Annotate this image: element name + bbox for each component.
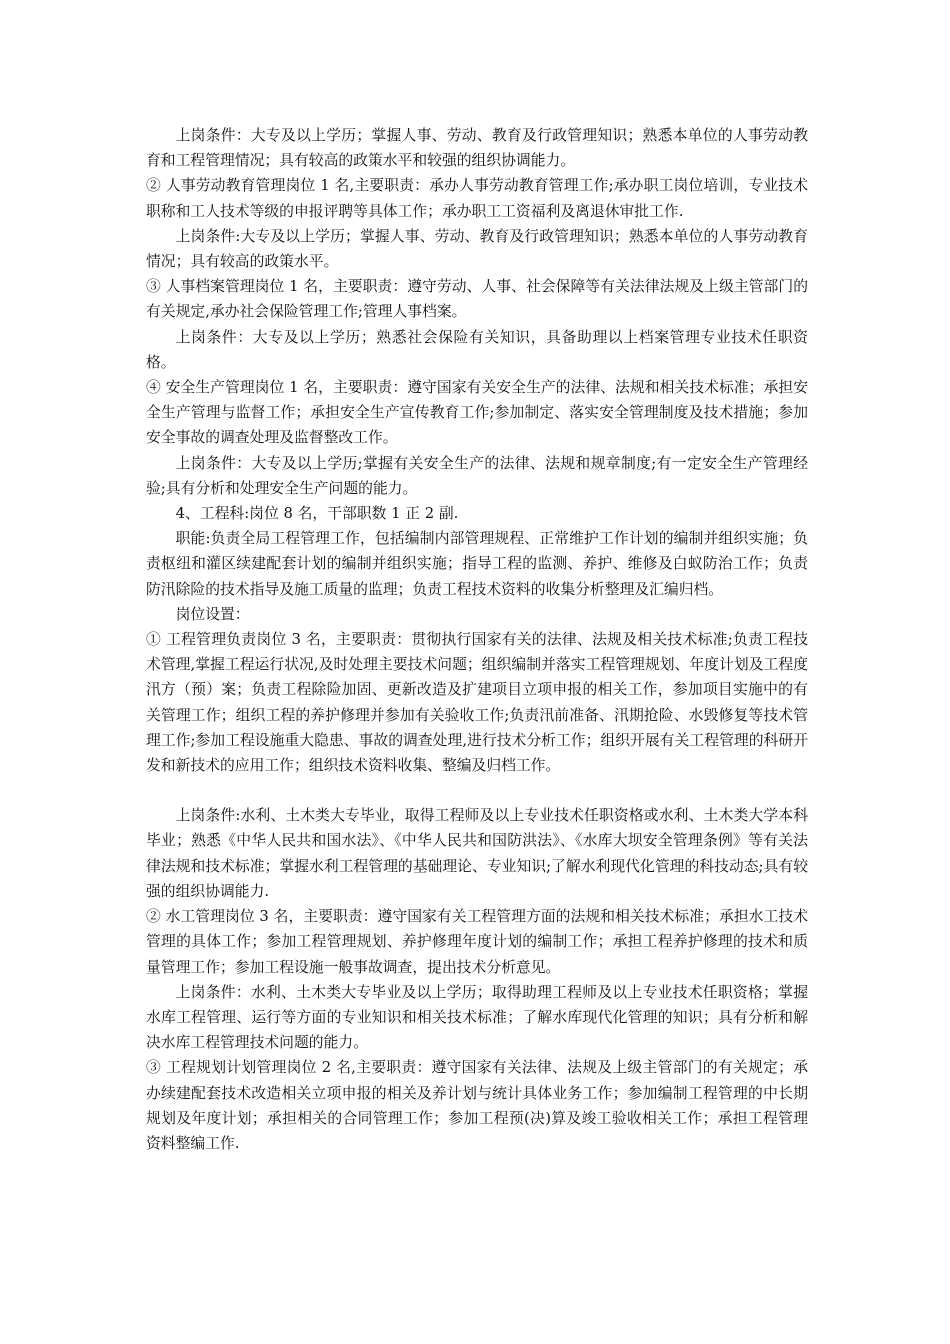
paragraph: 上岗条件:水利、土木类大专毕业，取得工程师及以上专业技术任职资格或水利、土木类大学本科毕业；熟悉《中华人民共和国水法》、《中华人民共和国防洪法》、《水库大坝安全管理条例》等有关法律法规和技术标准；掌握水利工程管理的基础理论、专业知识;了解水利现代化管理的科技动态;具有较强的组织协调能力. bbox=[146, 807, 808, 900]
paragraph: ③ 工程规划计划管理岗位 2 名,主要职责：遵守国家有关法律、法规及上级主管部门的有关规定；承办续建配套技术改造相关立项申报的相关及养计划与统计具体业务工作；参加编制工程管理的中长期规划及年度计划；承担相关的合同管理工作；参加工程预(决)算及竣工验收相关工作；承担工程管理资料整编工作. bbox=[146, 1059, 808, 1152]
paragraph: 上岗条件：水利、土木类大专毕业及以上学历；取得助理工程师及以上专业技术任职资格；掌握水库工程管理、运行等方面的专业知识和相关技术标准；了解水库现代化管理的知识；具有分析和解决水库工程管理技术问题的能力。 bbox=[146, 983, 808, 1052]
subheading: 岗位设置： bbox=[175, 605, 250, 623]
paragraph: ① 工程管理负责岗位 3 名，主要职责：贯彻执行国家有关的法律、法规及相关技术标准;负责工程技术管理,掌握工程运行状况,及时处理主要技术问题；组织编制并落实工程管理规划、年度计划及工程度汛方（预）案；负责工程除险加固、更新改造及扩建项目立项申报的相关工作，参加项目实施中的有关管理工作；组织工程的养护修理并参加有关验收工作;负责汛前准备、汛期抢险、水毁修复等技术管理工作;参加工程设施重大隐患、事故的调查处理,进行技术分析工作；组织开展有关工程管理的科研开发和新技术的应用工作；组织技术资料收集、整编及归档工作。 bbox=[146, 631, 808, 775]
section-heading: 4、工程科:岗位 8 名，干部职数 1 正 2 副. bbox=[175, 505, 459, 523]
paragraph: 上岗条件：大专及以上学历;掌握有关安全生产的法律、法规和规章制度;有一定安全生产管理经验;具有分析和处理安全生产问题的能力。 bbox=[146, 454, 808, 497]
paragraph: 上岗条件:大专及以上学历；掌握人事、劳动、教育及行政管理知识；熟悉本单位的人事劳动教育情况；具有较高的政策水平。 bbox=[146, 227, 808, 271]
paragraph: ② 水工管理岗位 3 名，主要职责：遵守国家有关工程管理方面的法规和相关技术标准；承担水工技术管理的具体工作；参加工程管理规划、养护修理年度计划的编制工作；承担工程养护修理的技术和质量管理工作；参加工程设施一般事故调查，提出技术分析意见。 bbox=[146, 908, 808, 976]
paragraph: ④ 安全生产管理岗位 1 名，主要职责：遵守国家有关安全生产的法律、法规和相关技术标准；承担安全生产管理与监督工作；承担安全生产宣传教育工作;参加制定、落实安全管理制度及技术措施；参加安全事故的调查处理及监督整改工作。 bbox=[146, 379, 808, 447]
paragraph: ③ 人事档案管理岗位 1 名，主要职责：遵守劳动、人事、社会保障等有关法律法规及上级主管部门的有关规定,承办社会保险管理工作;管理人事档案。 bbox=[146, 278, 808, 321]
paragraph: 上岗条件：大专及以上学历；熟悉社会保险有关知识，具备助理以上档案管理专业技术任职资格。 bbox=[146, 328, 808, 371]
blank-line bbox=[146, 778, 808, 803]
paragraph: 职能:负责全局工程管理工作，包括编制内部管理规程、正常维护工作计划的编制并组织实施；负责枢纽和灌区续建配套计划的编制并组织实施；指导工程的监测、养护、维修及白蚁防治工作；负责防汛除险的技术指导及施工质量的监理；负责工程技术资料的收集分析整理及汇编归档。 bbox=[146, 530, 808, 598]
document-body bbox=[146, 123, 808, 1156]
paragraph: ② 人事劳动教育管理岗位 1 名,主要职责：承办人事劳动教育管理工作;承办职工岗位培训，专业技术职称和工人技术等级的申报评聘等具体工作；承办职工工资福利及离退休审批工作. bbox=[146, 177, 808, 220]
paragraph: 上岗条件：大专及以上学历；掌握人事、劳动、教育及行政管理知识；熟悉本单位的人事劳动教育和工程管理情况；具有较高的政策水平和较强的组织协调能力。 bbox=[146, 127, 808, 170]
